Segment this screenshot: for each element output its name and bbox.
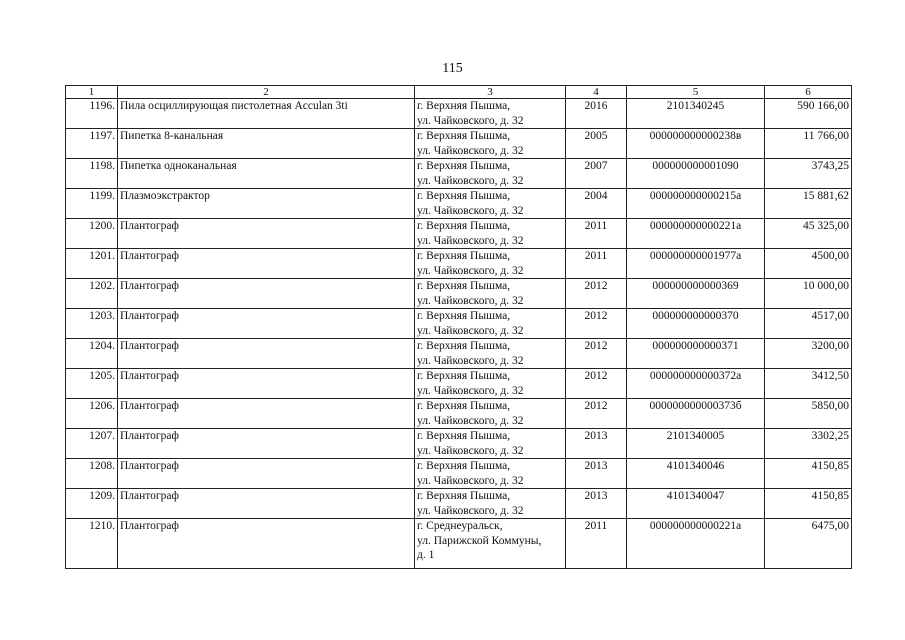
cost-cell: 590 166,00 (765, 99, 852, 129)
item-name-cell: Плантограф (118, 519, 415, 569)
row-number-cell: 1208. (66, 459, 118, 489)
address-cell (415, 459, 566, 489)
address-line: г. Верхняя Пышма, (417, 250, 511, 262)
column-header: 3 (415, 86, 566, 99)
address-line: ул. Чайковского, д. 32 (417, 294, 524, 307)
inventory-number-cell: 000000000000370 (627, 309, 765, 339)
table-row (66, 399, 852, 429)
column-header: 6 (765, 86, 852, 99)
table-row (66, 99, 852, 129)
item-name-cell: Пипетка одноканальная (118, 159, 415, 189)
table-row (66, 429, 852, 459)
inventory-number-cell: 4101340046 (627, 459, 765, 489)
inventory-number-cell: 2101340245 (627, 99, 765, 129)
cost-cell: 3412,50 (765, 369, 852, 399)
cost-cell: 15 881,62 (765, 189, 852, 219)
row-number-cell: 1204. (66, 339, 118, 369)
column-header: 4 (566, 86, 627, 99)
row-number-cell: 1210. (66, 519, 118, 569)
address-line: г. Верхняя Пышма, (417, 100, 511, 112)
address-line: г. Верхняя Пышма, (417, 460, 511, 472)
address-line: г. Верхняя Пышма, (417, 370, 511, 382)
table-row (66, 279, 852, 309)
row-number-cell: 1205. (66, 369, 118, 399)
item-name-cell: Плантограф (118, 339, 415, 369)
table-row (66, 459, 852, 489)
address-cell (415, 399, 566, 429)
table-row (66, 159, 852, 189)
address-cell (415, 369, 566, 399)
address-line: ул. Чайковского, д. 32 (417, 264, 524, 277)
cost-cell: 6475,00 (765, 519, 852, 569)
table-row (66, 519, 852, 569)
table-body (66, 99, 852, 569)
inventory-number-cell: 000000000000373б (627, 399, 765, 429)
column-header: 1 (66, 86, 118, 99)
cost-cell: 3200,00 (765, 339, 852, 369)
address-line: г. Верхняя Пышма, (417, 340, 511, 352)
year-cell: 2012 (566, 369, 627, 399)
row-number-cell: 1200. (66, 219, 118, 249)
address-cell (415, 519, 566, 569)
address-line: ул. Чайковского, д. 32 (417, 354, 524, 367)
address-cell (415, 429, 566, 459)
year-cell: 2011 (566, 219, 627, 249)
table-row (66, 219, 852, 249)
address-line: г. Верхняя Пышма, (417, 430, 511, 442)
item-name-cell: Плантограф (118, 459, 415, 489)
row-number-cell: 1199. (66, 189, 118, 219)
year-cell: 2007 (566, 159, 627, 189)
address-line: ул. Чайковского, д. 32 (417, 474, 524, 487)
address-cell (415, 129, 566, 159)
item-name-cell: Плантограф (118, 219, 415, 249)
item-name-cell: Плантограф (118, 309, 415, 339)
year-cell: 2011 (566, 519, 627, 569)
year-cell: 2013 (566, 489, 627, 519)
table-row (66, 129, 852, 159)
address-line: г. Верхняя Пышма, (417, 490, 511, 502)
item-name-cell: Плантограф (118, 429, 415, 459)
row-number-cell: 1203. (66, 309, 118, 339)
cost-cell: 4150,85 (765, 489, 852, 519)
year-cell: 2016 (566, 99, 627, 129)
address-cell (415, 339, 566, 369)
address-line: ул. Чайковского, д. 32 (417, 504, 524, 517)
item-name-cell: Плазмоэкстрактор (118, 189, 415, 219)
column-header: 2 (118, 86, 415, 99)
year-cell: 2012 (566, 339, 627, 369)
year-cell: 2012 (566, 309, 627, 339)
address-line: г. Верхняя Пышма, (417, 160, 511, 172)
table-header-row (66, 86, 852, 99)
table-row (66, 189, 852, 219)
address-line: г. Верхняя Пышма, (417, 310, 511, 322)
address-cell (415, 249, 566, 279)
year-cell: 2005 (566, 129, 627, 159)
row-number-cell: 1197. (66, 129, 118, 159)
address-line: ул. Чайковского, д. 32 (417, 174, 524, 187)
address-line: ул. Парижской Коммуны, (417, 534, 542, 547)
address-line: г. Верхняя Пышма, (417, 220, 511, 232)
inventory-number-cell: 000000000000215а (627, 189, 765, 219)
address-cell (415, 159, 566, 189)
address-line: г. Верхняя Пышма, (417, 280, 511, 292)
row-number-cell: 1201. (66, 249, 118, 279)
year-cell: 2004 (566, 189, 627, 219)
inventory-number-cell: 000000000001977а (627, 249, 765, 279)
table-row (66, 489, 852, 519)
address-cell (415, 279, 566, 309)
address-line: ул. Чайковского, д. 32 (417, 444, 524, 457)
address-line: ул. Чайковского, д. 32 (417, 204, 524, 217)
row-number-cell: 1207. (66, 429, 118, 459)
table-row (66, 369, 852, 399)
cost-cell: 11 766,00 (765, 129, 852, 159)
row-number-cell: 1196. (66, 99, 118, 129)
address-line: г. Верхняя Пышма, (417, 130, 511, 142)
row-number-cell: 1198. (66, 159, 118, 189)
address-line: г. Среднеуральск, (417, 520, 503, 532)
inventory-number-cell: 000000000000371 (627, 339, 765, 369)
cost-cell: 3302,25 (765, 429, 852, 459)
cost-cell: 4500,00 (765, 249, 852, 279)
inventory-number-cell: 000000000000221а (627, 219, 765, 249)
address-cell (415, 219, 566, 249)
table-row (66, 339, 852, 369)
address-cell (415, 309, 566, 339)
column-header: 5 (627, 86, 765, 99)
address-line: д. 1 (417, 549, 435, 561)
cost-cell: 4150,85 (765, 459, 852, 489)
item-name-cell: Плантограф (118, 369, 415, 399)
address-cell (415, 489, 566, 519)
item-name-cell: Пила осциллирующая пистолетная Acculan 3ti (118, 99, 415, 129)
address-line: ул. Чайковского, д. 32 (417, 384, 524, 397)
address-line: ул. Чайковского, д. 32 (417, 414, 524, 427)
address-line: ул. Чайковского, д. 32 (417, 144, 524, 157)
table-row (66, 249, 852, 279)
item-name-cell: Пипетка 8-канальная (118, 129, 415, 159)
year-cell: 2013 (566, 459, 627, 489)
cost-cell: 45 325,00 (765, 219, 852, 249)
year-cell: 2012 (566, 279, 627, 309)
inventory-number-cell: 000000000000372а (627, 369, 765, 399)
inventory-number-cell: 000000000001090 (627, 159, 765, 189)
address-cell (415, 99, 566, 129)
page-number: 115 (442, 61, 463, 76)
inventory-number-cell: 000000000000369 (627, 279, 765, 309)
address-line: ул. Чайковского, д. 32 (417, 234, 524, 247)
cost-cell: 10 000,00 (765, 279, 852, 309)
address-line: ул. Чайковского, д. 32 (417, 114, 524, 127)
inventory-number-cell: 4101340047 (627, 489, 765, 519)
item-name-cell: Плантограф (118, 249, 415, 279)
row-number-cell: 1209. (66, 489, 118, 519)
address-line: г. Верхняя Пышма, (417, 400, 511, 412)
year-cell: 2013 (566, 429, 627, 459)
inventory-number-cell: 000000000000238в (627, 129, 765, 159)
inventory-number-cell: 000000000000221а (627, 519, 765, 569)
row-number-cell: 1202. (66, 279, 118, 309)
cost-cell: 3743,25 (765, 159, 852, 189)
item-name-cell: Плантограф (118, 279, 415, 309)
table-row (66, 309, 852, 339)
cost-cell: 4517,00 (765, 309, 852, 339)
property-table (65, 85, 852, 569)
address-cell (415, 189, 566, 219)
address-line: г. Верхняя Пышма, (417, 190, 511, 202)
inventory-number-cell: 2101340005 (627, 429, 765, 459)
cost-cell: 5850,00 (765, 399, 852, 429)
address-line: ул. Чайковского, д. 32 (417, 324, 524, 337)
row-number-cell: 1206. (66, 399, 118, 429)
year-cell: 2012 (566, 399, 627, 429)
item-name-cell: Плантограф (118, 399, 415, 429)
year-cell: 2011 (566, 249, 627, 279)
item-name-cell: Плантограф (118, 489, 415, 519)
